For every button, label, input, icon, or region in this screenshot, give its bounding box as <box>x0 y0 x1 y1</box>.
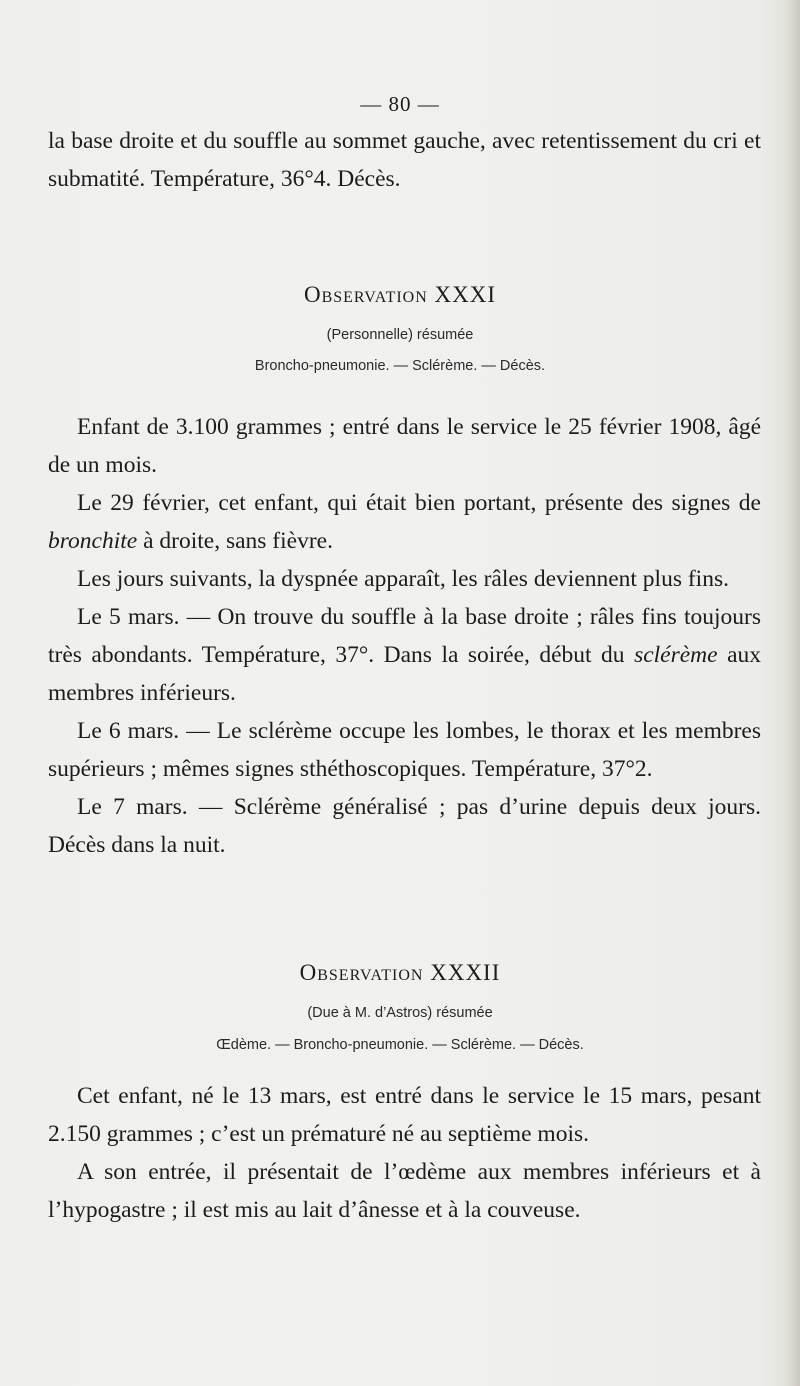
paragraph-text: Le 5 mars. — On trouve du souffle à la base droite ; râles fins toujours très abondants. Température, 37°. Dans la soirée, début du <box>48 604 761 668</box>
paragraph-text: à droite, sans fièvre. <box>137 528 333 554</box>
observation-31-paragraph: Le 7 mars. — Sclérème généralisé ; pas d’urine depuis deux jours. Décès dans la nuit. <box>48 794 761 858</box>
observation-31-body <box>48 408 761 864</box>
observation-31-source: (Personnelle) résumée <box>326 327 474 343</box>
page-edge-shadow <box>786 0 800 1386</box>
page-number: — 80 — <box>360 92 440 116</box>
observation-31-paragraph: Enfant de 3.100 grammes ; entré dans le service le 25 février 1908, âgé de un mois. <box>48 414 761 478</box>
intro-paragraph: la base droite et du souffle au sommet gauche, avec retentissement du cri et submatité. Température, 36°4. Décès. <box>48 128 761 192</box>
observation-31-heading-word: Observation <box>303 282 428 307</box>
observation-32-heading-number: XXXII <box>430 960 501 985</box>
observation-31-paragraph <box>48 598 761 712</box>
observation-31-summary: Broncho-pneumonie. — Sclérème. — Décès. <box>254 358 546 374</box>
observation-31-paragraph: Les jours suivants, la dyspnée apparaît, les râles deviennent plus fins. <box>77 566 729 592</box>
observation-31-heading-number: XXXI <box>434 282 497 307</box>
paragraph-text: aux membres inférieurs. <box>48 642 761 706</box>
observation-31-heading <box>0 282 800 308</box>
observation-32-heading-word: Observation <box>299 960 424 985</box>
paragraph-text: Le 29 février, cet enfant, qui était bien portant, présente des signes de <box>77 490 761 516</box>
observation-32-source: (Due à M. d’Astros) résumée <box>307 1005 493 1021</box>
observation-32-paragraph: A son entrée, il présentait de l’œdème aux membres inférieurs et à l’hypogastre ; il est mis au lait d’ânesse et à la couveuse. <box>48 1159 761 1223</box>
observation-32-summary: Œdème. — Broncho-pneumonie. — Sclérème. — Décès. <box>216 1037 584 1053</box>
diagnosis-term-scleremе: sclérème <box>634 642 718 668</box>
observation-31-paragraph <box>48 484 761 560</box>
intro-paragraph-block <box>48 122 761 198</box>
observation-32-heading <box>0 960 800 986</box>
observation-32-paragraph: Cet enfant, né le 13 mars, est entré dans le service le 15 mars, pesant 2.150 grammes ; c’est un prématuré né au septième mois. <box>48 1083 761 1147</box>
observation-31-paragraph: Le 6 mars. — Le sclérème occupe les lombes, le thorax et les membres supérieurs ; mêmes signes sthéthoscopiques. Température, 37°2. <box>48 718 761 782</box>
observation-32-body <box>48 1077 761 1229</box>
diagnosis-term-bronchite: bronchite <box>48 528 138 554</box>
